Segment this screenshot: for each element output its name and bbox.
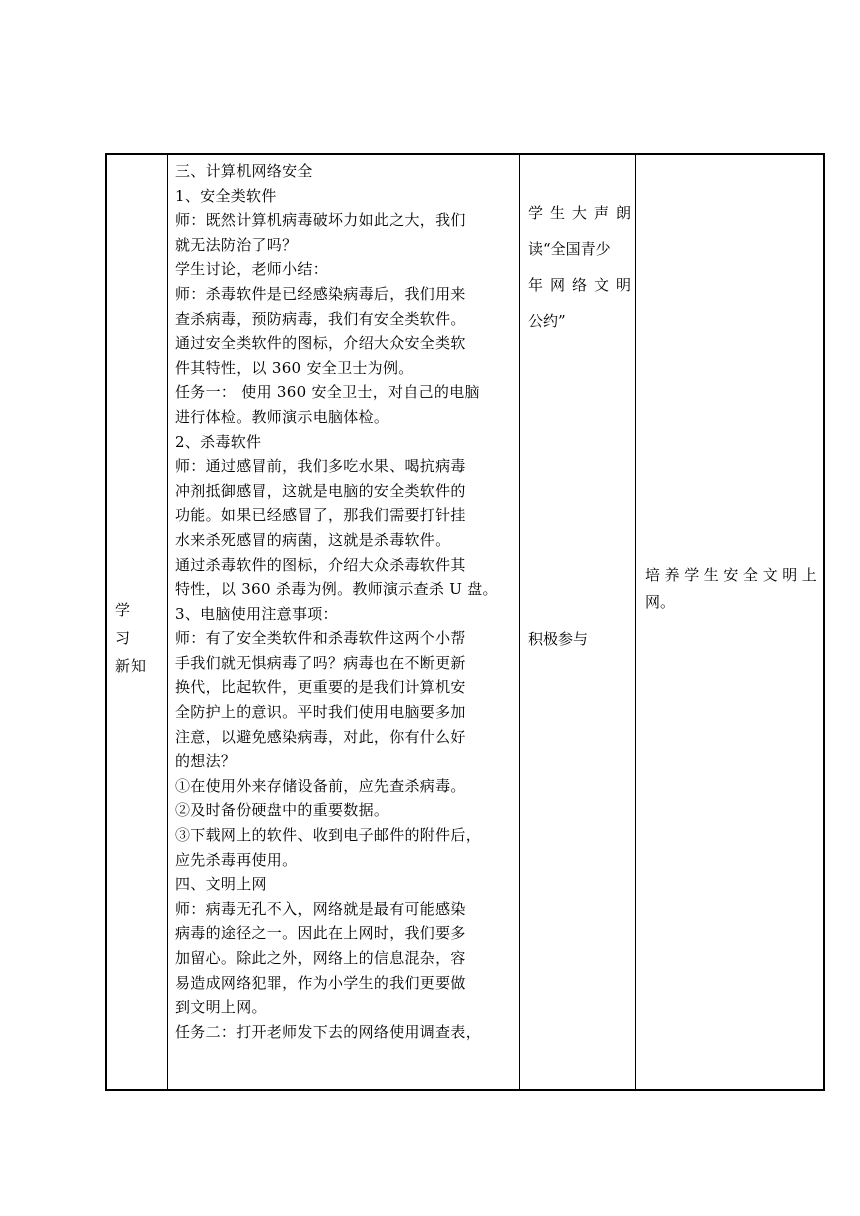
- content-line: 全防护上的意识。平时我们使用电脑要多加: [175, 703, 466, 722]
- student-activity-column: [520, 155, 639, 1089]
- content-line: 师：通过感冒前，我们多吃水果、喝抗病毒: [175, 457, 466, 476]
- student-activity-participation: 积极参与: [528, 630, 589, 648]
- stage-label: [115, 596, 163, 680]
- design-intent-line: 网。: [645, 593, 676, 611]
- content-line: 3、电脑使用注意事项：: [175, 604, 338, 623]
- content-line: 学生讨论，老师小结：: [175, 260, 329, 279]
- content-line: 手我们就无惧病毒了吗？病毒也在不断更新: [175, 653, 466, 672]
- content-line: 任务一： 使用 360 安全卫士，对自己的电脑: [175, 383, 480, 402]
- student-activity-line: 读“全国青少: [528, 240, 611, 258]
- content-line: 通过杀毒软件的图标，介绍大众杀毒软件其: [175, 555, 466, 574]
- content-line: ②及时备份硬盘中的重要数据。: [175, 801, 390, 820]
- content-line: 进行体检。教师演示电脑体检。: [175, 407, 390, 426]
- content-line: 三、计算机网络安全: [175, 162, 313, 180]
- content-line: 就无法防治了吗？: [175, 235, 298, 254]
- student-activity-reading: [528, 195, 639, 339]
- content-line: ①在使用外来存储设备前，应先查杀病毒。: [175, 776, 466, 795]
- design-intent-column: [636, 155, 823, 1089]
- lesson-plan-table: [105, 153, 825, 1091]
- stage-column: [107, 155, 168, 1089]
- stage-label-line: 学 习: [115, 601, 145, 647]
- content-line: 任务二：打开老师发下去的网络使用调查表，: [175, 1022, 482, 1041]
- content-line: 四、文明上网: [175, 875, 267, 894]
- teaching-content: [175, 159, 517, 1044]
- content-line: 水来杀死感冒的病菌，这就是杀毒软件。: [175, 530, 451, 549]
- content-line: 到文明上网。: [175, 998, 267, 1017]
- content-line: 师：有了安全类软件和杀毒软件这两个小帮: [175, 629, 466, 648]
- content-line: 易造成网络犯罪，作为小学生的我们更要做: [175, 973, 466, 992]
- content-line: 师：病毒无孔不入，网络就是最有可能感染: [175, 899, 466, 918]
- content-line: 师：杀毒软件是已经感染病毒后，我们用来: [175, 284, 466, 303]
- content-line: 冲剂抵御感冒，这就是电脑的安全类软件的: [175, 481, 466, 500]
- content-column: [168, 155, 520, 1089]
- content-line: 应先杀毒再使用。: [175, 850, 298, 869]
- content-line: 查杀病毒，预防病毒，我们有安全类软件。: [175, 309, 466, 328]
- design-intent-line: 培养学生安全文明上: [645, 566, 822, 584]
- content-line: 2、杀毒软件: [175, 432, 262, 451]
- content-line: 加留心。除此之外，网络上的信息混杂，容: [175, 949, 466, 967]
- design-intent: [645, 562, 823, 616]
- content-line: 的想法？: [175, 752, 237, 771]
- student-activity-line: 公约”: [528, 312, 566, 330]
- student-activity-line: 年网络文明: [528, 276, 639, 294]
- student-activity-line: 学生大声朗: [528, 204, 639, 222]
- content-line: 特性，以 360 杀毒为例。教师演示查杀 U 盘。: [175, 580, 498, 599]
- content-line: 病毒的途径之一。因此在上网时，我们要多: [175, 924, 466, 943]
- content-line: ③下载网上的软件、收到电子邮件的附件后，: [175, 826, 482, 845]
- stage-label-line: 新知: [115, 657, 148, 675]
- content-line: 注意，以避免感染病毒，对此，你有什么好: [175, 727, 466, 746]
- content-line: 功能。如果已经感冒了，那我们需要打针挂: [175, 506, 466, 525]
- content-line: 换代，比起软件，更重要的是我们计算机安: [175, 678, 466, 697]
- content-line: 师：既然计算机病毒破坏力如此之大，我们: [175, 211, 466, 230]
- content-line: 通过安全类软件的图标，介绍大众安全类软: [175, 334, 466, 353]
- content-line: 1、安全类软件: [175, 186, 277, 205]
- content-line: 件其特性，以 360 安全卫士为例。: [175, 358, 414, 377]
